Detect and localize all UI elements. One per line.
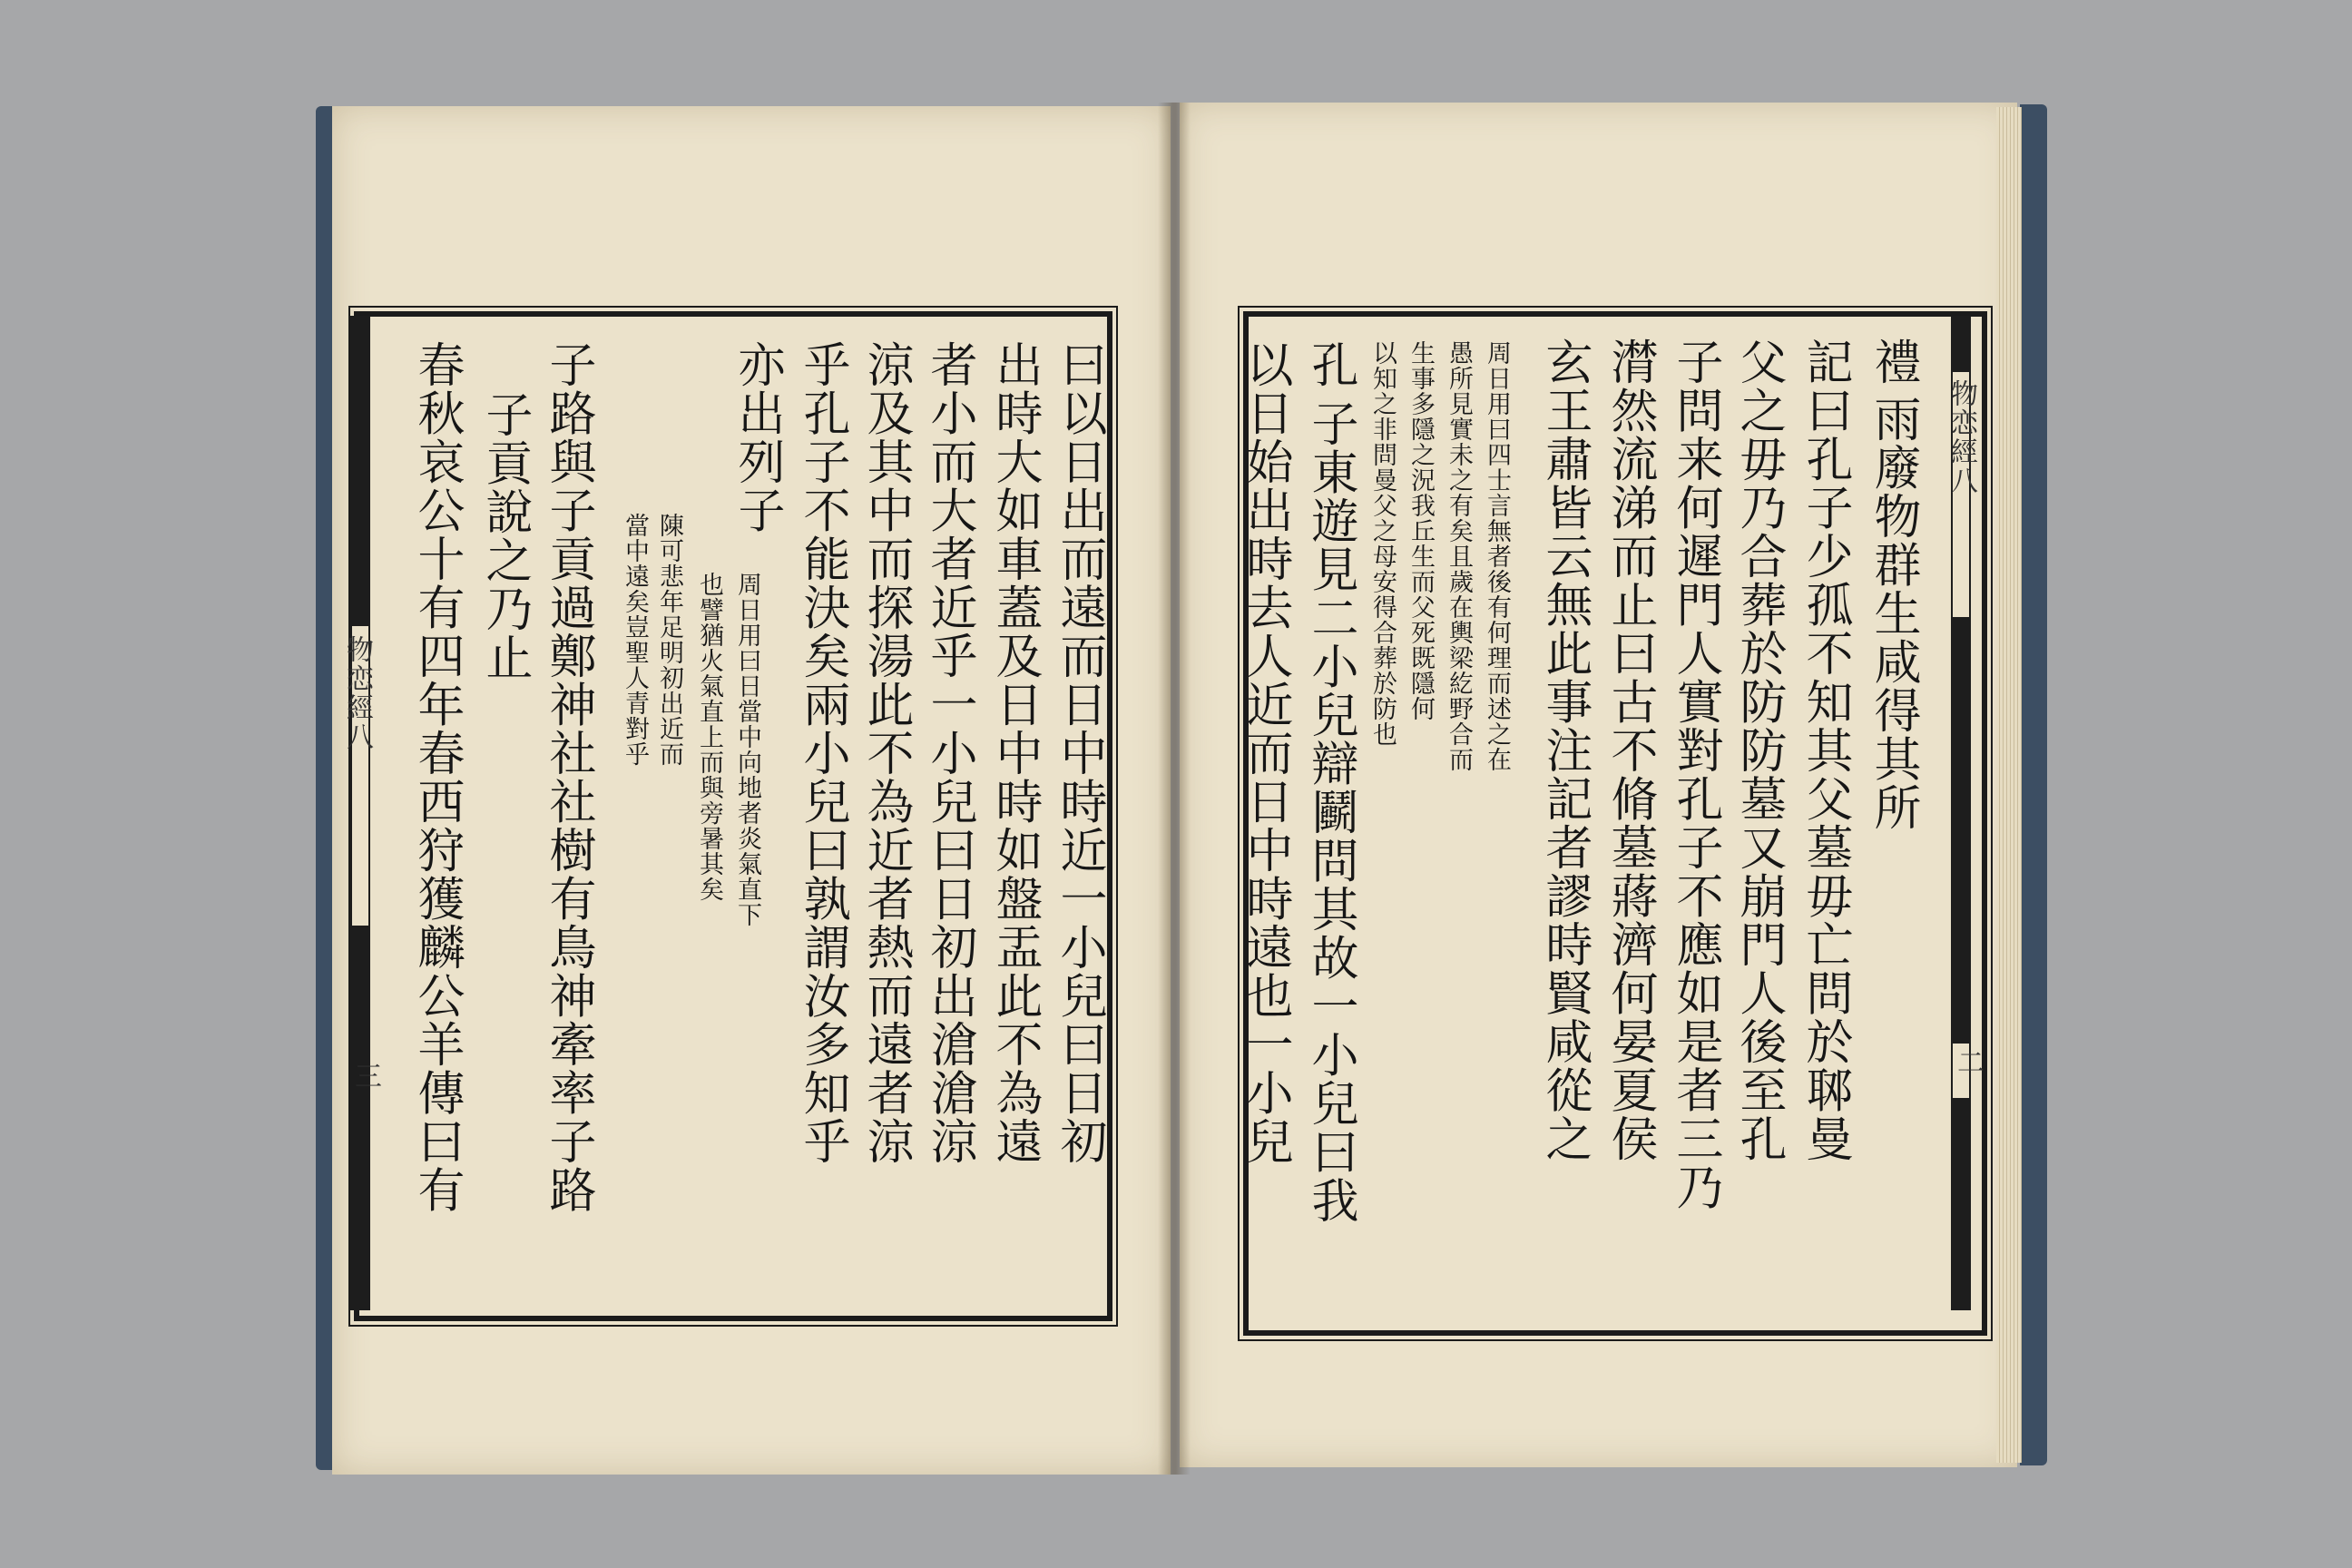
right-folio-number: 二 — [1952, 1048, 1984, 1075]
binding-gutter — [1158, 103, 1191, 1475]
commentary-column: 生事多隱之況我丘生而父死既隱何 — [1406, 340, 1435, 721]
commentary-column: 以知之非問曼父之母安得合葬於防也 — [1368, 340, 1396, 747]
commentary-column: 周日用曰四士言無者後有何理而述之在 — [1483, 340, 1511, 772]
text-column: 以日始出時去人近而日中時遠也一小兒 — [1238, 340, 1292, 1166]
commentary-column: 愚所見實未之有矣且歲在輿梁紇野合而 — [1445, 340, 1473, 772]
text-column: 孔 — [1303, 340, 1357, 389]
text-column: 亦出列子 — [730, 340, 784, 534]
text-column: 子問来何遲門人實對孔子不應如是者三乃 — [1668, 338, 1722, 1211]
commentary-column: 也譬猶火氣直上而與旁暑其矣 — [695, 572, 723, 902]
text-column: 記曰孔子少孤不知其父墓毋亡問於郰曼 — [1798, 338, 1852, 1163]
text-column: 涼及其中而探湯此不為近者熱而遠者涼 — [858, 340, 913, 1166]
text-column: 雨廢物群生咸得其所 — [1866, 395, 1920, 832]
text-column: 者小而大者近乎一小兒曰日初出滄滄涼 — [922, 340, 976, 1166]
commentary-column: 周日用曰日當中向地者炎氣直下 — [733, 572, 761, 927]
page-stack-edge — [1996, 107, 2022, 1463]
text-column: 乎孔子不能決矣兩小兒曰孰謂汝多知乎 — [795, 340, 849, 1166]
text-column: 子東遊見二小兒辯鬬問其故一小兒曰我 — [1303, 399, 1357, 1225]
text-column: 父之毋乃合葬於防防墓又崩門人後至孔 — [1731, 338, 1786, 1163]
text-column: 春秋哀公十有四年春西狩獲麟公羊傳曰有 — [409, 340, 464, 1214]
commentary-column: 當中遠矣豈聖人青對乎 — [621, 513, 649, 767]
text-column: 曰以日出而遠而日中時近一小兒曰日初 — [1052, 340, 1106, 1166]
text-column: 出時大如車蓋及日中時如盤盂此不為遠 — [987, 340, 1042, 1166]
text-column: 潸然流涕而止曰古不脩墓蔣濟何晏夏侯 — [1602, 338, 1657, 1163]
text-column: 玄王肅皆云無此事注記者謬時賢咸從之 — [1537, 338, 1592, 1163]
text-column: 子路與子貢過鄭神社社樹有鳥神牽率子路 — [541, 340, 595, 1214]
book-cover-right-edge — [2020, 104, 2047, 1465]
commentary-column: 陳可悲年足明初出近而 — [655, 513, 683, 767]
left-running-head: 物恋經八 — [341, 635, 373, 751]
left-folio-number: 三 — [349, 1062, 381, 1089]
text-column: 禮 — [1866, 338, 1920, 387]
text-column: 子貢說之乃止 — [477, 390, 532, 681]
right-running-head: 物恋經八 — [1945, 379, 1977, 495]
